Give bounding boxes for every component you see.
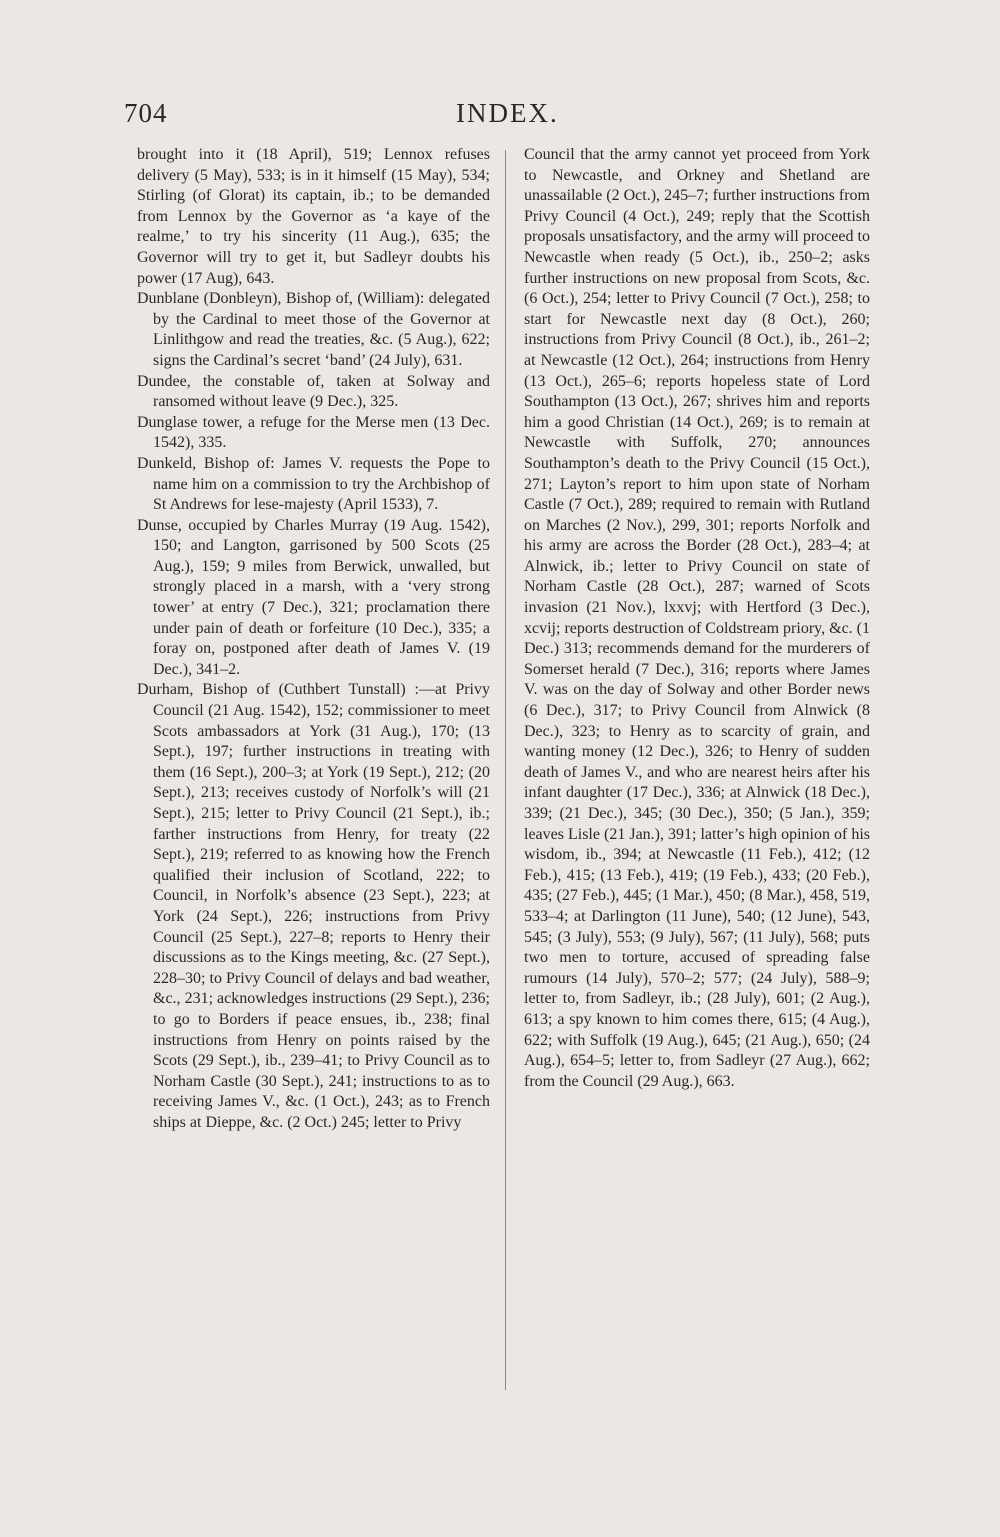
running-head: INDEX. bbox=[456, 98, 559, 128]
column-divider bbox=[505, 150, 506, 1390]
index-entry-dundee: Dundee, the constable of, taken at Solway and ransomed without leave (9 Dec.), 325. bbox=[137, 372, 490, 411]
continued-entry-text: brought into it (18 April), 519; Lennox refuses delivery (5 May), 533; is in it himself (15 May), 534; Stirling (of Glorat) its captain, ib.; to be demanded from Lennox by the Governor as ‘a kaye of the realme,’ to try his sincerity (11 Aug.), 635; the Governor will try to get it, but Sadleyr doubts his power (17 Aug), 643. bbox=[137, 146, 490, 287]
index-entry-dunse: Dunse, occupied by Charles Murray (19 Aug. 1542), 150; and Langton, garrisoned by 500 Scots (25 Aug.), 159; 9 miles from Berwick, unwalled, but strongly placed in a marsh, with a ‘very strong tower’ at entry (7 Dec.), 321; proclamation there under pain of death or forfeiture (10 Dec.), 335; a foray on, postponed after death of James V. (19 Dec.), 341–2. bbox=[137, 516, 490, 678]
continued-entry-durham: Council that the army cannot yet proceed from York to Newcastle, and Orkney and Shetland are unassailable (2 Oct.), 245–7; further instructions from Privy Council (4 Oct.), 249; reply that the Scottish proposals unsatisfactory, and the army will proceed to Newcastle when ready (5 Oct.), ib., 250–2; asks further instructions on new proposal from Scots, &c. (6 Oct.), 254; letter to Privy Council (7 Oct.), 258; to start for Newcastle next day (8 Oct.), 260; instructions from Privy Council (8 Oct.), ib., 261–2; at Newcastle (12 Oct.), 264; instructions from Henry (13 Oct.), 265–6; reports hopeless state of Lord Southampton (13 Oct.), 267; shrives him and reports him a good Christian (14 Oct.), 269; is to remain at Newcastle with Suffolk, 270; announces Southampton’s death to the Privy Council (15 Oct.), 271; Layton’s report to him upon state of Norham Castle (7 Oct.), 289; required to remain with Rutland on Marches (2 Nov.), 299, 301; reports Norfolk and his army are across the Border (28 Oct.), 283–4; at Alnwick, ib.; letter to Privy Council on state of Norham Castle (28 Oct.), 287; warned of Scots invasion (21 Nov.), lxxvj; with Hertford (3 Dec.), xcvij; reports destruction of Coldstream priory, &c. (1 Dec.) 313; recommends demand for the murderers of Somerset herald (7 Dec.), 316; reports where James V. was on the day of Solway and other Border news (6 Dec.), 317; to Privy Council from Alnwick (8 Dec.), 323; to Henry as to scarcity of grain, and wanting money (12 Dec.), 326; to Henry of sudden death of James V., and who are nearest heirs after his infant daughter (17 Dec.), 336; at Alnwick (18 Dec.), 339; (21 Dec.), 345; (30 Dec.), 350; (5 Jan.), 359; leaves Lisle (21 Jan.), 391; latter’s high opinion of his wisdom, ib., 394; at Newcastle (11 Feb.), 412; (12 Feb.), 415; (13 Feb.), 419; (19 Feb.), 433; (20 Feb.), 435; (27 Feb.), 445; (1 Mar.), 450; (8 Mar.), 458, 519, 533–4; at Darlington (11 June), 540; (12 June), 543, 545; (3 July), 553; (9 July), 567; (11 July), 568; puts two men to torture, accused of spreading false rumours (14 July), 570–2; 577; (24 July), 588–9; letter to, from Sadleyr, ib.; (28 July), 601; (2 Aug.), 613; a spy known to him comes there, 615; (4 Aug.), 622; with Suffolk (19 Aug.), 645; (21 Aug.), 650; (24 Aug.), 654–5; letter to, from Sadleyr (27 Aug.), 662; from the Council (29 Aug.), 663. bbox=[524, 146, 870, 1090]
left-column bbox=[137, 145, 490, 1134]
right-column bbox=[524, 145, 870, 1092]
page-number: 704 bbox=[124, 98, 168, 128]
index-entry-durham: Durham, Bishop of (Cuthbert Tunstall) :—at Privy Council (21 Aug. 1542), 152; commissioner to meet Scots ambassadors at York (31 Aug.), 170; (13 Sept.), 197; further instructions in treating with them (16 Sept.), 200–3; at York (19 Sept.), 212; (20 Sept.), 213; receives custody of Norfolk’s will (21 Sept.), 215; letter to Privy Council (21 Sept.), ib.; farther instructions from Henry, for treaty (22 Sept.), 219; referred to as knowing how the French qualified their inclusion of Scotland, 222; to Council, in Norfolk’s absence (23 Sept.), 223; at York (24 Sept.), 226; instructions from Privy Council (25 Sept.), 227–8; reports to Henry their discussions as to the Kings meeting, &c. (27 Sept.), 228–30; to Privy Council of delays and bad weather, &c., 231; acknowledges instructions (29 Sept.), 236; to go to Borders if peace ensues, ib., 238; final instructions from Henry on points raised by the Scots (29 Sept.), ib., 239–41; to Privy Council as to Norham Castle (30 Sept.), 241; instructions to as to receiving James V., &c. (1 Oct.), 243; as to French ships at Dieppe, &c. (2 Oct.) 245; letter to Privy bbox=[137, 681, 490, 1131]
index-entry-dunkeld: Dunkeld, Bishop of: James V. requests the Pope to name him on a commission to try the Archbishop of St Andrews for lese-majesty (April 1533), 7. bbox=[137, 454, 490, 514]
index-entry-dunglase: Dunglase tower, a refuge for the Merse men (13 Dec. 1542), 335. bbox=[137, 413, 490, 452]
index-entry-dunblane: Dunblane (Donbleyn), Bishop of, (William): delegated by the Cardinal to meet those of the Governor at Linlithgow and read the treaties, &c. (5 Aug.), 622; signs the Cardinal’s secret ‘band’ (24 July), 631. bbox=[137, 290, 490, 369]
